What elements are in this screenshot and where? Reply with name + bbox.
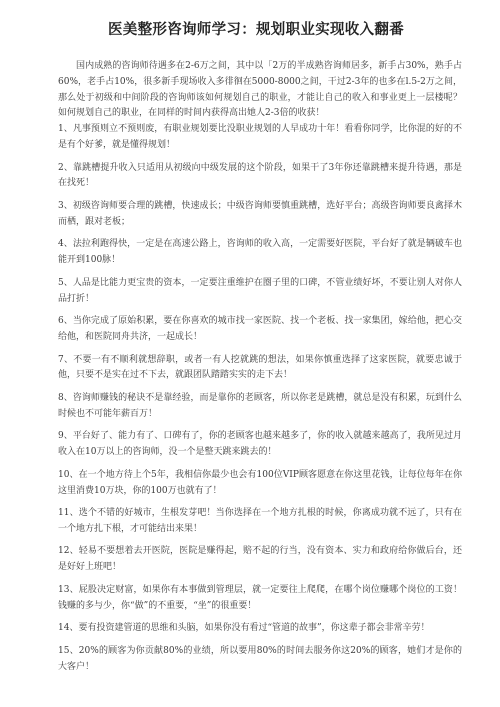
list-item: 12、轻易不要想着去开医院，医院是赚得起，赔不起的行当，没有资本、实力和政府给你做后台，还是好好上班吧！	[58, 546, 462, 573]
list-item: 2、靠跳槽提升收入只适用从初级向中级发展的这个阶段，如果干了3年你还靠跳槽来提升待遇，那是在找死！	[58, 162, 462, 189]
list-item: 11、选个不错的好城市，生根发芽吧！当你选择在一个地方扎根的时候，你离成功就不远了，只有在一个地方扎下根，才可能结出来果！	[58, 508, 462, 534]
list-item: 14、要有投资建管道的思维和头脑，如果你没有看过“管道的故事”，你这辈子都会非常辛劳！	[58, 623, 430, 634]
intro-paragraph: 国内成熟的咨询师待遇多在2-6万之间，其中以「2万的半成熟咨询师居多，新手占30%，熟手占60%，老手占10%，很多新手现场收入多徘徊在5000-8000之间，干过2-3年的也多在l.5-2万之间，那么处于初级和中间阶段的咨询师该如何规划自己的职业，才能让自己的收入和事业更上一层楼呢？如何规划自己的职业，在同样的时间内获得高出她人2-3倍的收获！	[58, 61, 462, 119]
list-item: 7、不要一有不顺利就想辞职，或者一有人挖就跳的想法，如果你慎重选择了这家医院，就要忠诚于他，只要不是实在过不下去，就跟团队踏踏实实的走下去！	[58, 354, 462, 381]
list-item: 4、法拉利跑得快，一定是在高速公路上，咨询师的收入高，一定需要好医院，平台好了就是辆破车也能开到100脉！	[58, 239, 462, 266]
list-item: 3、初级咨询师要合理的跳槽，快速成长；中级咨询师要慎重跳槽，选好平台；高级咨询师要良禽择木而栖，跟对老板；	[58, 200, 462, 227]
list-item: 15、20%的顾客为你贡献80%的业绩，所以要用80%的时间去服务你这20%的顾客，她们才是你的大客户！	[58, 645, 462, 672]
list-item: 1、凡事预则立不预则废，有职业规划要比没职业规划的人早成功十年！看看你同学，比你混的好的不是有个好爹，就是懂得规划！	[58, 124, 462, 150]
list-item: 5、人品是比能力更宝贵的资本，一定要注重维护在圈子里的口碑，不管业绩好坏，不要让别人对你人品打折！	[58, 277, 462, 304]
list-item: 8、咨询师赚钱的秘诀不是靠经验，而是靠你的老顾客，所以你老是跳槽，就总是没有积累，玩到什么时候也不可能年薪百万！	[58, 392, 462, 419]
document-title: 医美整形咨询师学习：规划职业实现收入翻番	[108, 21, 404, 38]
list-item: 6、当你完成了原始积累，要在你喜欢的城市找一家医院、找一个老板、找一家集团，嫁给他，把心交给他，和医院同舟共济，一起成长！	[58, 316, 462, 342]
list-item: 13、屁股决定财富，如果你有本事做到管理层，就一定要往上爬爬，在哪个岗位赚哪个岗位的工资！钱赚的多与少，你“做”的不重要，“坐”的很重要！	[58, 584, 462, 611]
list-item: 10、在一个地方待上个5年，我相信你最少也会有100位VIP顾客愿意在你这里花钱，让每位每年在你这里消费10万块，你的100万也就有了！	[58, 469, 462, 496]
list-item: 9、平台好了、能力有了、口碑有了，你的老顾客也越来越多了，你的收入就越来越高了，我所见过月收入在10万以上的咨询师，没一个是整天跳来跳去的！	[58, 431, 462, 458]
tips-list	[58, 122, 462, 675]
